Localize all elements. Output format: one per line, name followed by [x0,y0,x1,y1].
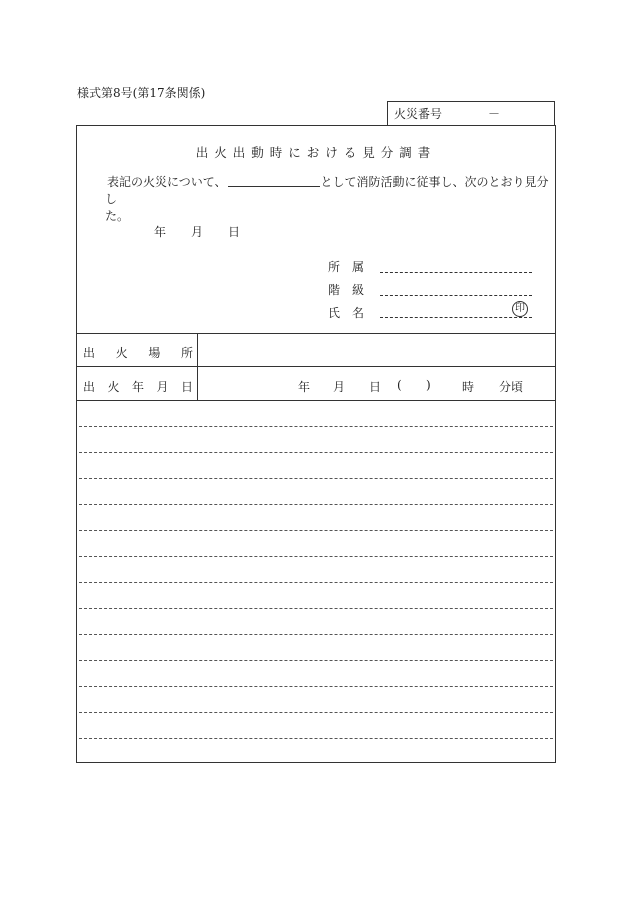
ruled-line [79,426,553,427]
fire-datetime-char: 出 [83,380,96,394]
ruled-line [79,712,553,713]
ruled-line [79,582,553,583]
fire-year: 年 [298,380,311,394]
fire-datetime-label [83,378,193,395]
name-label: 氏 名 [328,306,365,320]
form-title: 出火出動時における見分調書 [195,145,437,160]
statement-after-blank: として消防活動に従事し、次のとおり見分し [105,175,549,206]
statement-text [105,174,553,225]
ruled-line [79,504,553,505]
report-date-month: 月 [191,225,204,239]
fire-month: 月 [333,380,346,394]
duty-blank-field[interactable] [228,174,320,187]
fire-location-char: 場 [148,346,161,360]
divider-bottom [77,400,555,401]
fire-number-label: 火災番号 [394,107,443,121]
name-field[interactable] [380,317,532,318]
rank-label: 階 級 [328,283,365,297]
statement-before-blank: 表記の火災について、 [107,175,227,189]
fire-location-char: 出 [83,346,96,360]
ruled-line [79,660,553,661]
statement-wrap: た。 [105,209,130,223]
weekday-close: ) [426,378,431,392]
ruled-line [79,686,553,687]
ruled-line [79,738,553,739]
fire-day: 日 [369,380,382,394]
report-date-day: 日 [228,225,241,239]
ruled-line [79,452,553,453]
ruled-line [79,478,553,479]
divider-top [77,333,555,334]
rank-field[interactable] [380,295,532,296]
fire-minute: 分頃 [499,380,524,394]
ruled-line [79,608,553,609]
divider-middle [77,366,555,367]
ruled-line [79,556,553,557]
ruled-line [79,530,553,531]
fire-datetime-char: 日 [180,380,193,394]
fire-location-label [83,344,193,361]
inspection-report-form [76,125,556,763]
fire-hour: 時 [462,380,475,394]
affiliation-field[interactable] [380,272,532,273]
fire-number-box [387,101,555,125]
fire-datetime-char: 月 [156,380,169,394]
weekday-open: ( [397,378,402,392]
seal-mark: 印 [512,301,528,317]
fire-datetime-char: 年 [131,380,144,394]
fire-datetime-char: 火 [107,380,120,394]
fire-location-char: 所 [180,346,193,360]
label-column-divider [197,333,198,400]
affiliation-label: 所 属 [328,260,365,274]
report-date-year: 年 [154,225,167,239]
ruled-line [79,634,553,635]
fire-location-char: 火 [115,346,128,360]
form-number-label: 様式第8号(第17条関係) [77,86,206,100]
fire-number-separator: － [488,107,501,121]
